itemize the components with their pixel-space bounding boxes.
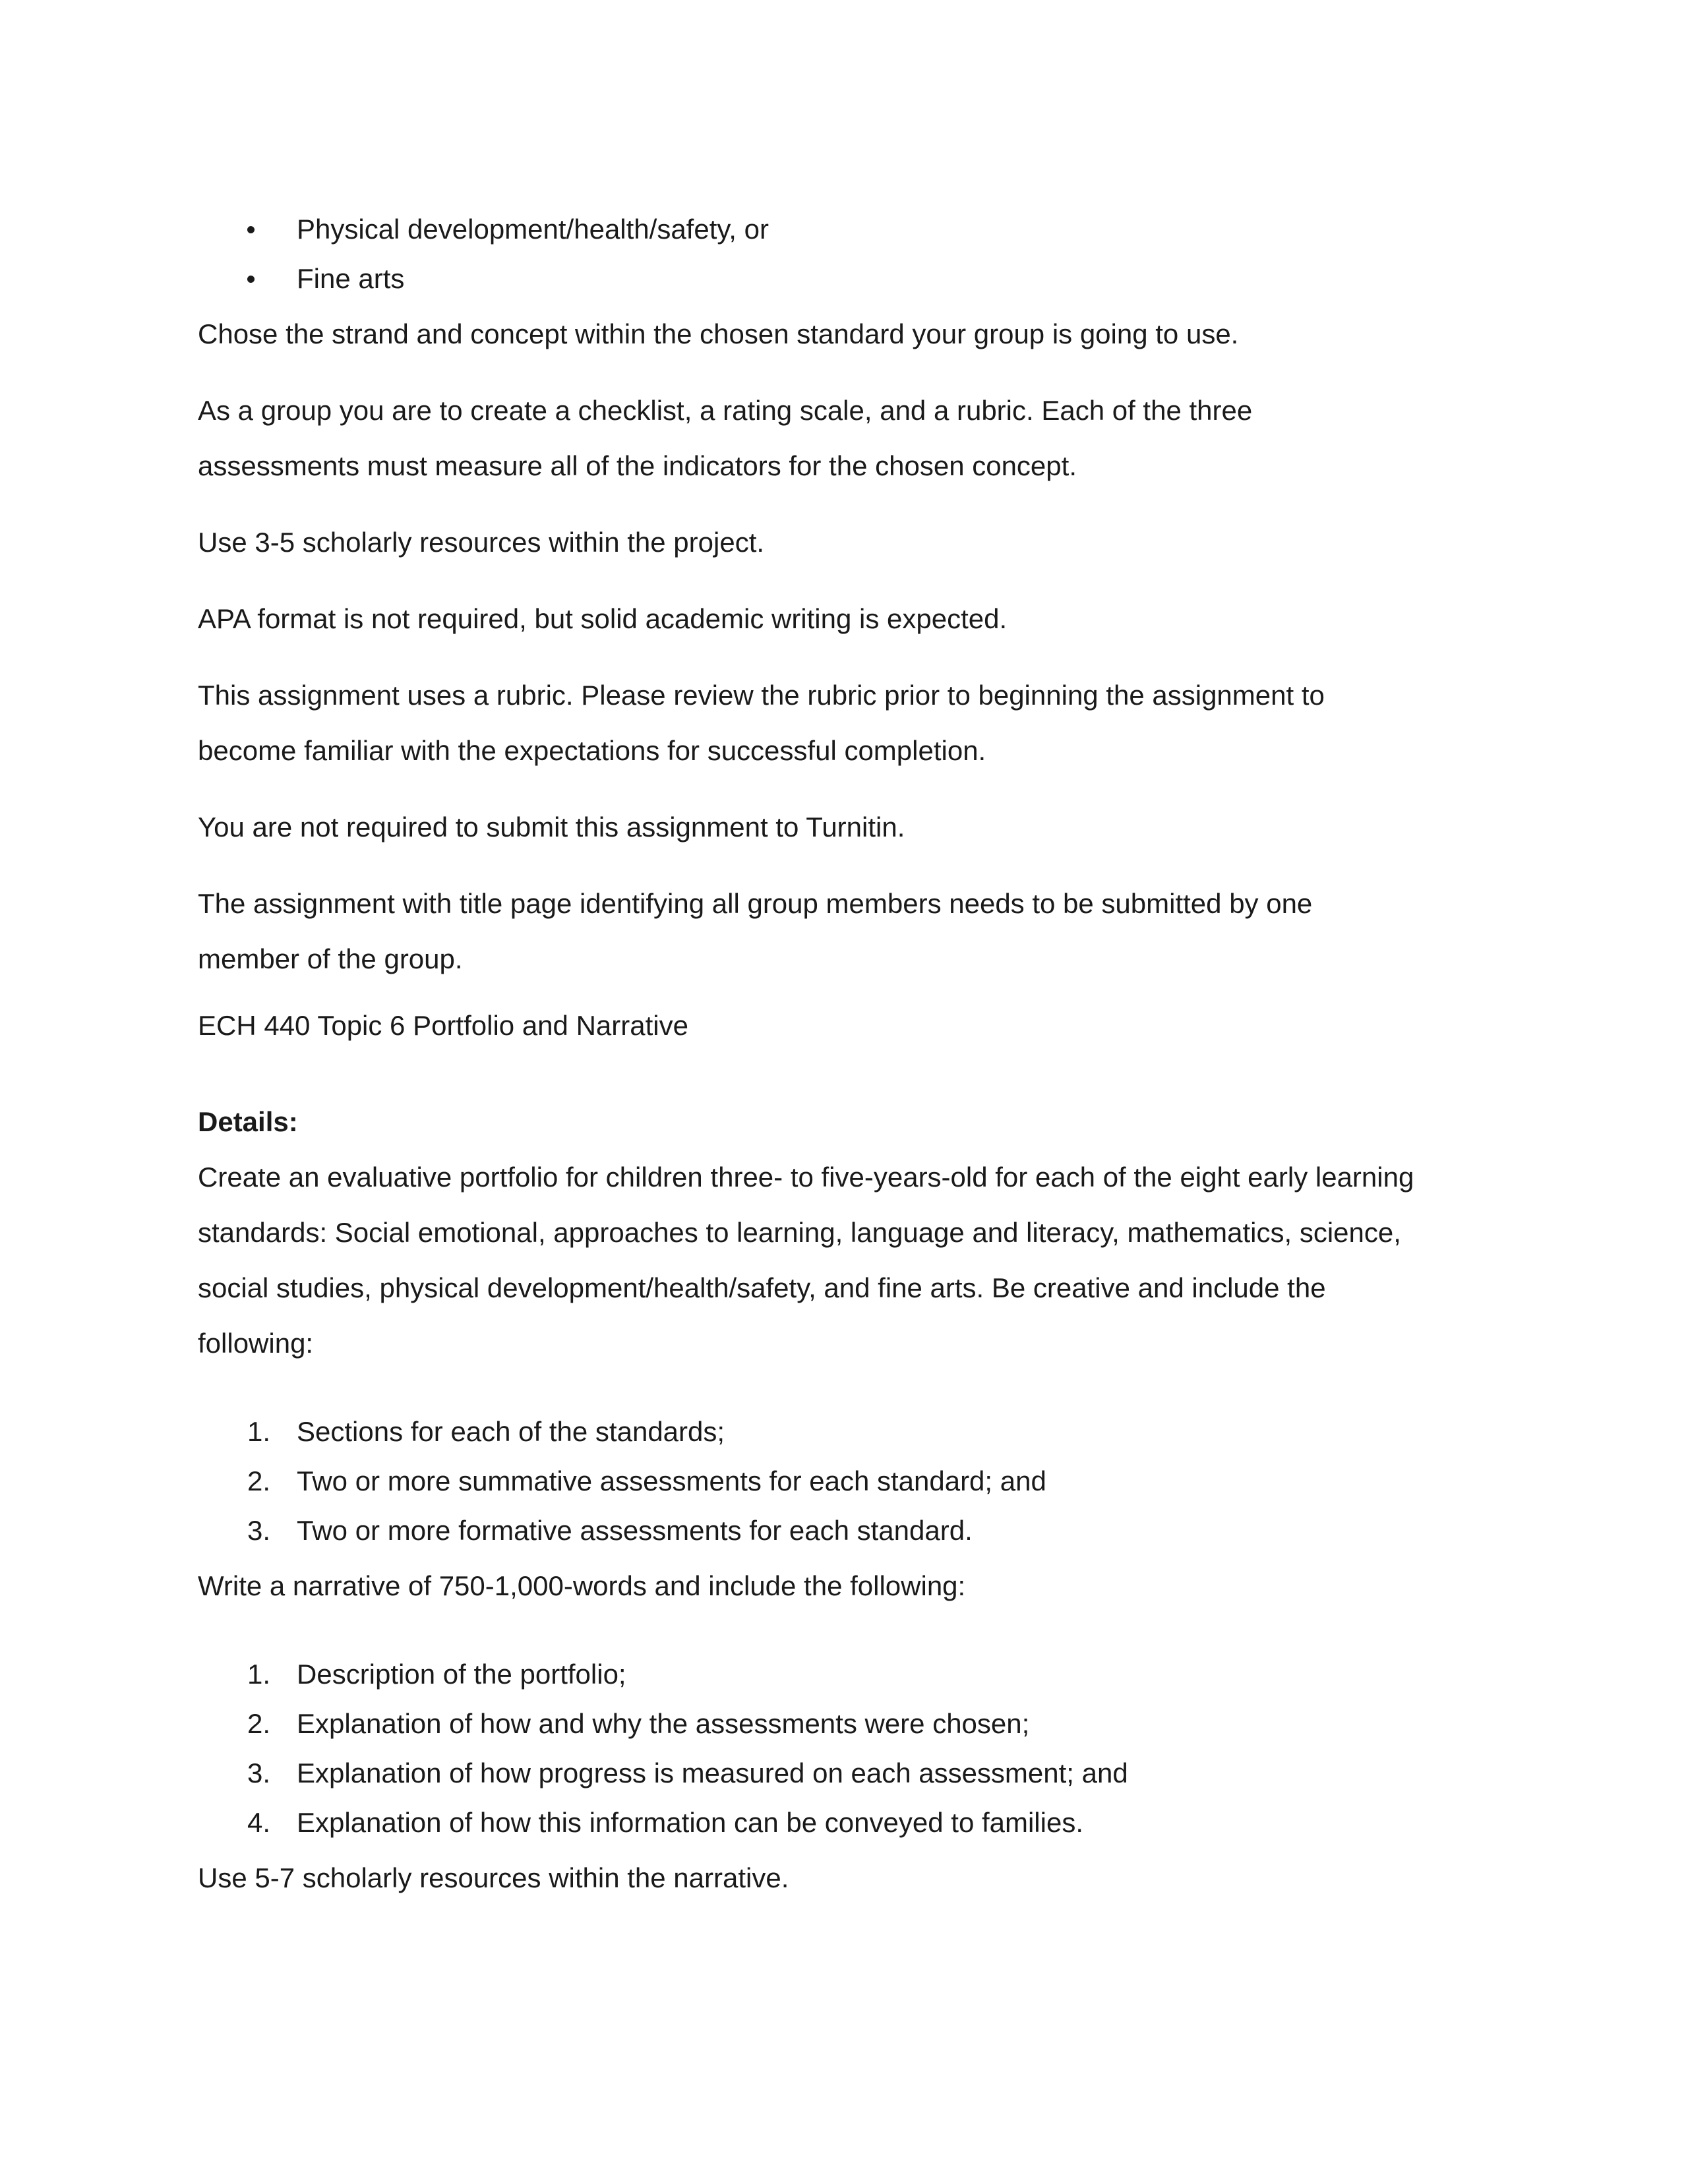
paragraph-strand: Chose the strand and concept within the chosen standard your group is going to use. [198, 318, 1239, 349]
list-number: 2. [247, 1708, 271, 1739]
bullet-dot-icon [247, 276, 255, 283]
paragraph-turnitin: You are not required to submit this assignment to Turnitin. [198, 812, 905, 842]
closing-paragraph: Use 5-7 scholarly resources within the narrative. [198, 1862, 789, 1893]
bullet-text: Physical development/health/safety, or [297, 214, 769, 245]
list-number: 1. [247, 1416, 271, 1447]
list-number: 4. [247, 1807, 271, 1838]
bullet-dot-icon [247, 226, 255, 233]
list-item-text: Sections for each of the standards; [297, 1416, 725, 1447]
details-intro-line-4: following: [198, 1328, 314, 1359]
topic-title: ECH 440 Topic 6 Portfolio and Narrative [198, 1010, 688, 1041]
list-item-text: Explanation of how progress is measured on each assessment; and [297, 1757, 1128, 1788]
paragraph-resources: Use 3-5 scholarly resources within the project. [198, 527, 765, 558]
paragraph-apa: APA format is not required, but solid academic writing is expected. [198, 603, 1008, 634]
list-item-text: Explanation of how this information can be conveyed to families. [297, 1807, 1084, 1838]
narrative-intro: Write a narrative of 750-1,000-words and include the following: [198, 1570, 966, 1601]
paragraph-submit-line-1: The assignment with title page identifying all group members needs to be submitted by one [198, 888, 1313, 919]
list-number: 1. [247, 1659, 271, 1690]
list-item-text: Explanation of how and why the assessments were chosen; [297, 1708, 1030, 1739]
paragraph-rubric-line-2: become familiar with the expectations for successful completion. [198, 735, 986, 766]
details-heading: Details: [198, 1106, 298, 1137]
paragraph-group-line-2: assessments must measure all of the indicators for the chosen concept. [198, 450, 1077, 481]
list-number: 3. [247, 1515, 271, 1546]
list-number: 3. [247, 1757, 271, 1788]
details-intro-line-1: Create an evaluative portfolio for children three- to five-years-old for each of the eight early learning [198, 1162, 1414, 1193]
list-number: 2. [247, 1465, 271, 1496]
paragraph-group-line-1: As a group you are to create a checklist, a rating scale, and a rubric. Each of the three [198, 395, 1253, 426]
paragraph-submit-line-2: member of the group. [198, 943, 463, 974]
bullet-text: Fine arts [297, 263, 405, 294]
paragraph-rubric-line-1: This assignment uses a rubric. Please review the rubric prior to beginning the assignment to [198, 680, 1325, 711]
details-intro-line-2: standards: Social emotional, approaches to learning, language and literacy, mathematics, science, [198, 1217, 1401, 1248]
details-intro-line-3: social studies, physical development/health/safety, and fine arts. Be creative and include the [198, 1272, 1326, 1303]
list-item-text: Description of the portfolio; [297, 1659, 626, 1690]
list-item-text: Two or more formative assessments for each standard. [297, 1515, 973, 1546]
list-item-text: Two or more summative assessments for each standard; and [297, 1465, 1046, 1496]
